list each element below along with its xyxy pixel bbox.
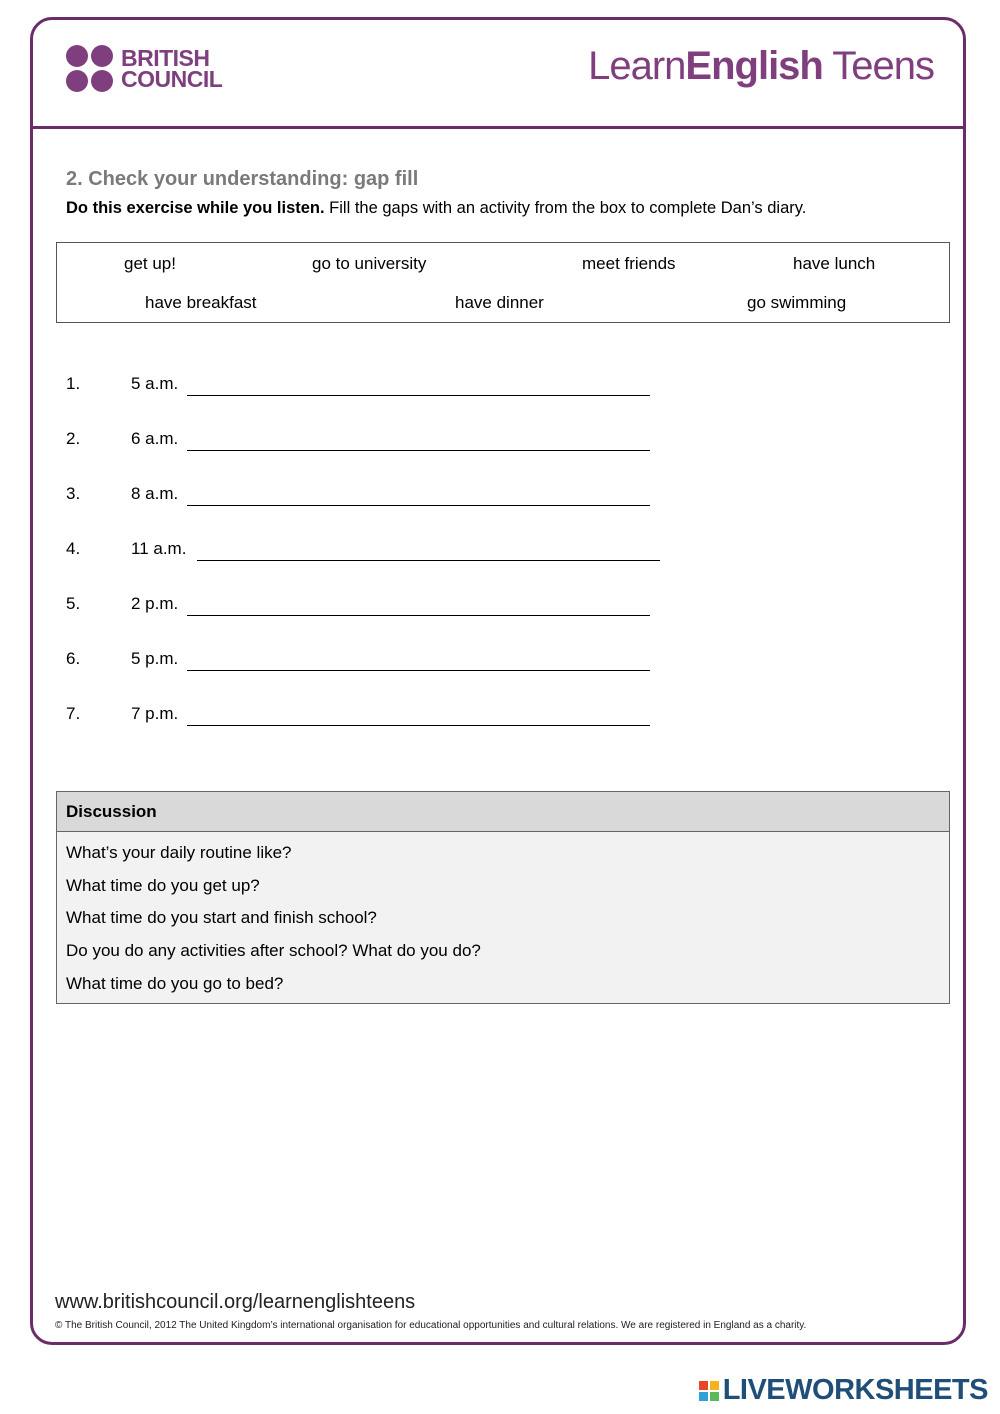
word-option: have dinner <box>455 293 544 312</box>
answer-blank[interactable] <box>187 724 650 726</box>
discussion-question: Do you do any activities after school? What do you do? <box>66 941 481 960</box>
discussion-question: What time do you start and finish school? <box>66 908 377 927</box>
word-option: go swimming <box>747 293 847 312</box>
word-option: go to university <box>312 254 427 273</box>
header-divider <box>30 126 966 129</box>
liveworksheets-text: LIVEWORKSHEETS <box>722 1374 988 1406</box>
item-number: 1. <box>66 374 81 393</box>
footer-url[interactable]: www.britishcouncil.org/learnenglishteens <box>55 1291 416 1313</box>
answer-blank[interactable] <box>187 394 650 396</box>
item-number: 6. <box>66 649 81 668</box>
word-option: meet friends <box>582 254 676 273</box>
item-time: 11 a.m. <box>131 539 187 558</box>
discussion-question: What’s your daily routine like? <box>66 843 292 862</box>
answer-blank[interactable] <box>187 669 650 671</box>
instructions-bold: Do this exercise while you listen. <box>66 199 325 217</box>
learnenglish-teens-logo <box>588 44 934 89</box>
word-option: have breakfast <box>145 293 257 312</box>
item-time: 6 a.m. <box>131 429 179 448</box>
answer-blank[interactable] <box>197 559 660 561</box>
bc-logo-line1: BRITISH <box>121 44 210 71</box>
british-council-logo <box>66 45 222 92</box>
item-number: 2. <box>66 429 81 448</box>
answer-blank[interactable] <box>187 614 650 616</box>
logo-learn: Learn <box>588 44 686 88</box>
item-time: 8 a.m. <box>131 484 179 503</box>
discussion-question: What time do you go to bed? <box>66 974 284 993</box>
liveworksheets-watermark <box>699 1374 988 1407</box>
word-box <box>56 242 950 323</box>
item-number: 5. <box>66 594 81 613</box>
item-number: 7. <box>66 704 81 723</box>
word-option: have lunch <box>793 254 876 273</box>
item-number: 4. <box>66 539 81 558</box>
discussion-box <box>56 791 950 1004</box>
item-time: 7 p.m. <box>131 704 179 723</box>
discussion-question: What time do you get up? <box>66 876 260 895</box>
bc-logo-line2: COUNCIL <box>121 65 223 92</box>
section-title: 2. Check your understanding: gap fill <box>66 168 419 190</box>
logo-english: English <box>685 44 823 88</box>
british-council-dots-icon <box>66 45 113 92</box>
word-option: get up! <box>124 254 176 273</box>
item-time: 5 a.m. <box>131 374 179 393</box>
answer-blank[interactable] <box>187 449 650 451</box>
discussion-title: Discussion <box>57 792 949 832</box>
instructions <box>66 199 806 218</box>
item-number: 3. <box>66 484 81 503</box>
item-time: 5 p.m. <box>131 649 179 668</box>
liveworksheets-icon <box>699 1381 719 1401</box>
answer-blank[interactable] <box>187 504 650 506</box>
instructions-rest: Fill the gaps with an activity from the box to complete Dan’s diary. <box>324 199 807 217</box>
footer-copyright: © The British Council, 2012 The United Kingdom’s international organisation for educational opportunities and cultural relations. We are registered in England as a charity. <box>55 1320 807 1331</box>
logo-teens: Teens <box>822 44 934 88</box>
item-time: 2 p.m. <box>131 594 179 613</box>
